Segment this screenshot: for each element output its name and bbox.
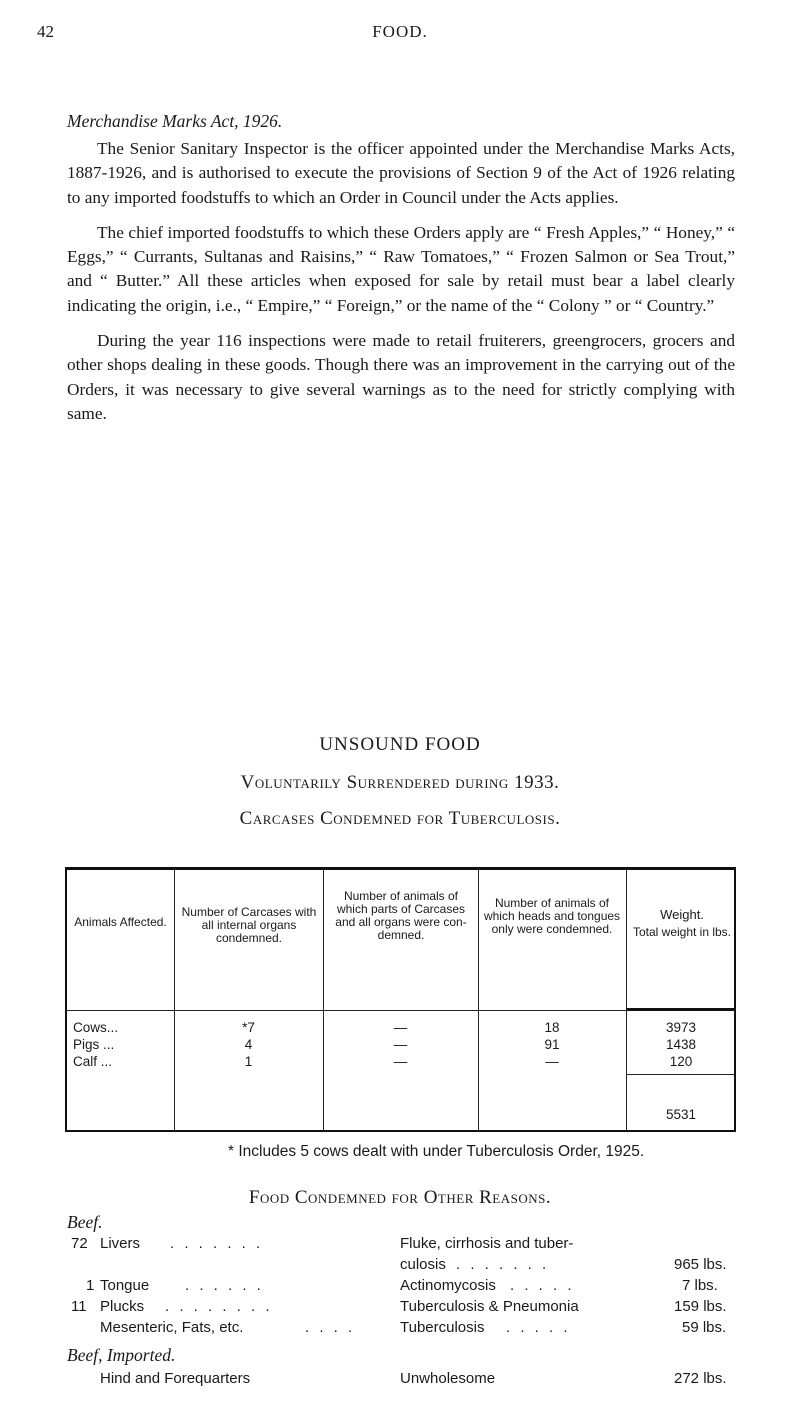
list-item-weight: 7 lbs.	[682, 1277, 718, 1294]
list-item-reason: Actinomycosis	[400, 1277, 496, 1294]
row-carcases: 1	[244, 1054, 253, 1069]
header-animals: Animals Affected.	[74, 915, 167, 929]
running-title: FOOD.	[372, 22, 428, 41]
leader-dots: . . . . .	[506, 1319, 571, 1336]
paragraph: The Senior Sanitary Inspector is the officer appointed under the Merchandise Marks Acts, 1887-1926, and is authorised to execute the provisions of Section 9 of the Act of 1926 relating to any imported foodstuffs to which an Order in Council under the Acts applies.	[67, 139, 735, 207]
leader-dots: . . . . . . .	[456, 1256, 550, 1273]
list-item-weight: 159 lbs.	[674, 1298, 727, 1315]
row-heads: —	[545, 1054, 559, 1069]
header-carcases: Number of Carcases with all internal organs condemned.	[181, 905, 317, 945]
row-heads: 18	[544, 1020, 560, 1035]
list-item-name: Tongue	[100, 1277, 150, 1294]
row-heads: 91	[544, 1037, 560, 1052]
row-parts: —	[393, 1037, 408, 1052]
row-weight: 1438	[665, 1037, 697, 1052]
leader-dots: . . . .	[305, 1319, 356, 1336]
list-item-reason: Unwholesome	[400, 1370, 496, 1387]
list-item-name: Livers	[100, 1235, 141, 1252]
merchandise-heading: Merchandise Marks Act, 1926.	[67, 111, 283, 131]
list-item-reason: Tuberculosis	[400, 1319, 485, 1336]
row-carcases: *7	[242, 1020, 255, 1035]
list-item-qty: 72	[71, 1235, 88, 1252]
list-item-qty: 11	[71, 1298, 87, 1315]
list-item-reason: Tuberculosis & Pneumonia	[400, 1298, 579, 1315]
list-item-weight: 965 lbs.	[674, 1256, 727, 1273]
leader-dots: . . . . . . .	[170, 1235, 264, 1252]
unsound-subtitle-1: Voluntarily Surrendered during 1933.	[240, 772, 560, 793]
paragraph: The chief imported foodstuffs to which these Orders apply are “ Fresh Apples,” “ Honey,” “ Eggs,” “ Currants, Sultanas and Raisins,” “ Raw Tomatoes,” “ Frozen Salmon or Sea Trout,” and “ Butter.” All these articles when exposed for sale by retail must bear a label clearly indicating the origin, i.e., “ Empire,” “ Foreign,” or the name of the “ Colony ” or “ Country.”	[67, 222, 735, 315]
row-weight: 3973	[665, 1020, 697, 1035]
unsound-food-title: UNSOUND FOOD	[319, 734, 481, 755]
list-item-name: Hind and Forequarters	[100, 1370, 251, 1387]
header-heads: Number of animals of which heads and tongues only were condemned.	[483, 896, 621, 936]
header-parts: Number of animals of which parts of Carcases and all organs were con- demned.	[335, 889, 467, 942]
list-item-weight: 272 lbs.	[674, 1370, 727, 1387]
list-item-name: Mesenteric, Fats, etc.	[100, 1319, 244, 1336]
header-total-weight: Total weight in lbs.	[632, 925, 732, 939]
row-parts: —	[393, 1054, 408, 1069]
row-parts: —	[393, 1020, 408, 1035]
row-carcases: 4	[244, 1037, 253, 1052]
list-item-qty: 1	[86, 1277, 95, 1294]
row-animal: Cows...	[73, 1020, 119, 1035]
other-reasons-title: Food Condemned for Other Reasons.	[248, 1187, 552, 1208]
row-weight: 120	[669, 1054, 693, 1069]
list-item-weight: 59 lbs.	[682, 1319, 727, 1336]
list-item-name: Plucks	[100, 1298, 145, 1315]
row-animal: Calf ...	[73, 1054, 113, 1069]
leader-dots: . . . . .	[510, 1277, 575, 1294]
total-weight: 5531	[665, 1107, 697, 1122]
page-number: 42	[37, 22, 54, 41]
unsound-subtitle-2: Carcases Condemned for Tuberculosis.	[239, 808, 561, 829]
group-heading-beef: Beef.	[67, 1212, 103, 1232]
row-animal: Pigs ...	[73, 1037, 115, 1052]
list-item-reason-cont: culosis	[400, 1256, 446, 1273]
header-weight: Weight.	[660, 907, 704, 922]
list-item-reason: Fluke, cirrhosis and tuber-	[400, 1235, 574, 1252]
paragraph: During the year 116 inspections were made to retail fruiterers, greengrocers, grocers and other shops dealing in these goods. Though there was an improvement in the carrying out of the Orders, it was necessary to give several warnings as to the need for strictly complying with same.	[67, 331, 735, 423]
table-footnote: * Includes 5 cows dealt with under Tuberculosis Order, 1925.	[228, 1143, 645, 1160]
leader-dots: . . . . . .	[185, 1277, 264, 1294]
leader-dots: . . . . . . . .	[165, 1298, 273, 1315]
group-heading-beef-imported: Beef, Imported.	[67, 1345, 176, 1365]
